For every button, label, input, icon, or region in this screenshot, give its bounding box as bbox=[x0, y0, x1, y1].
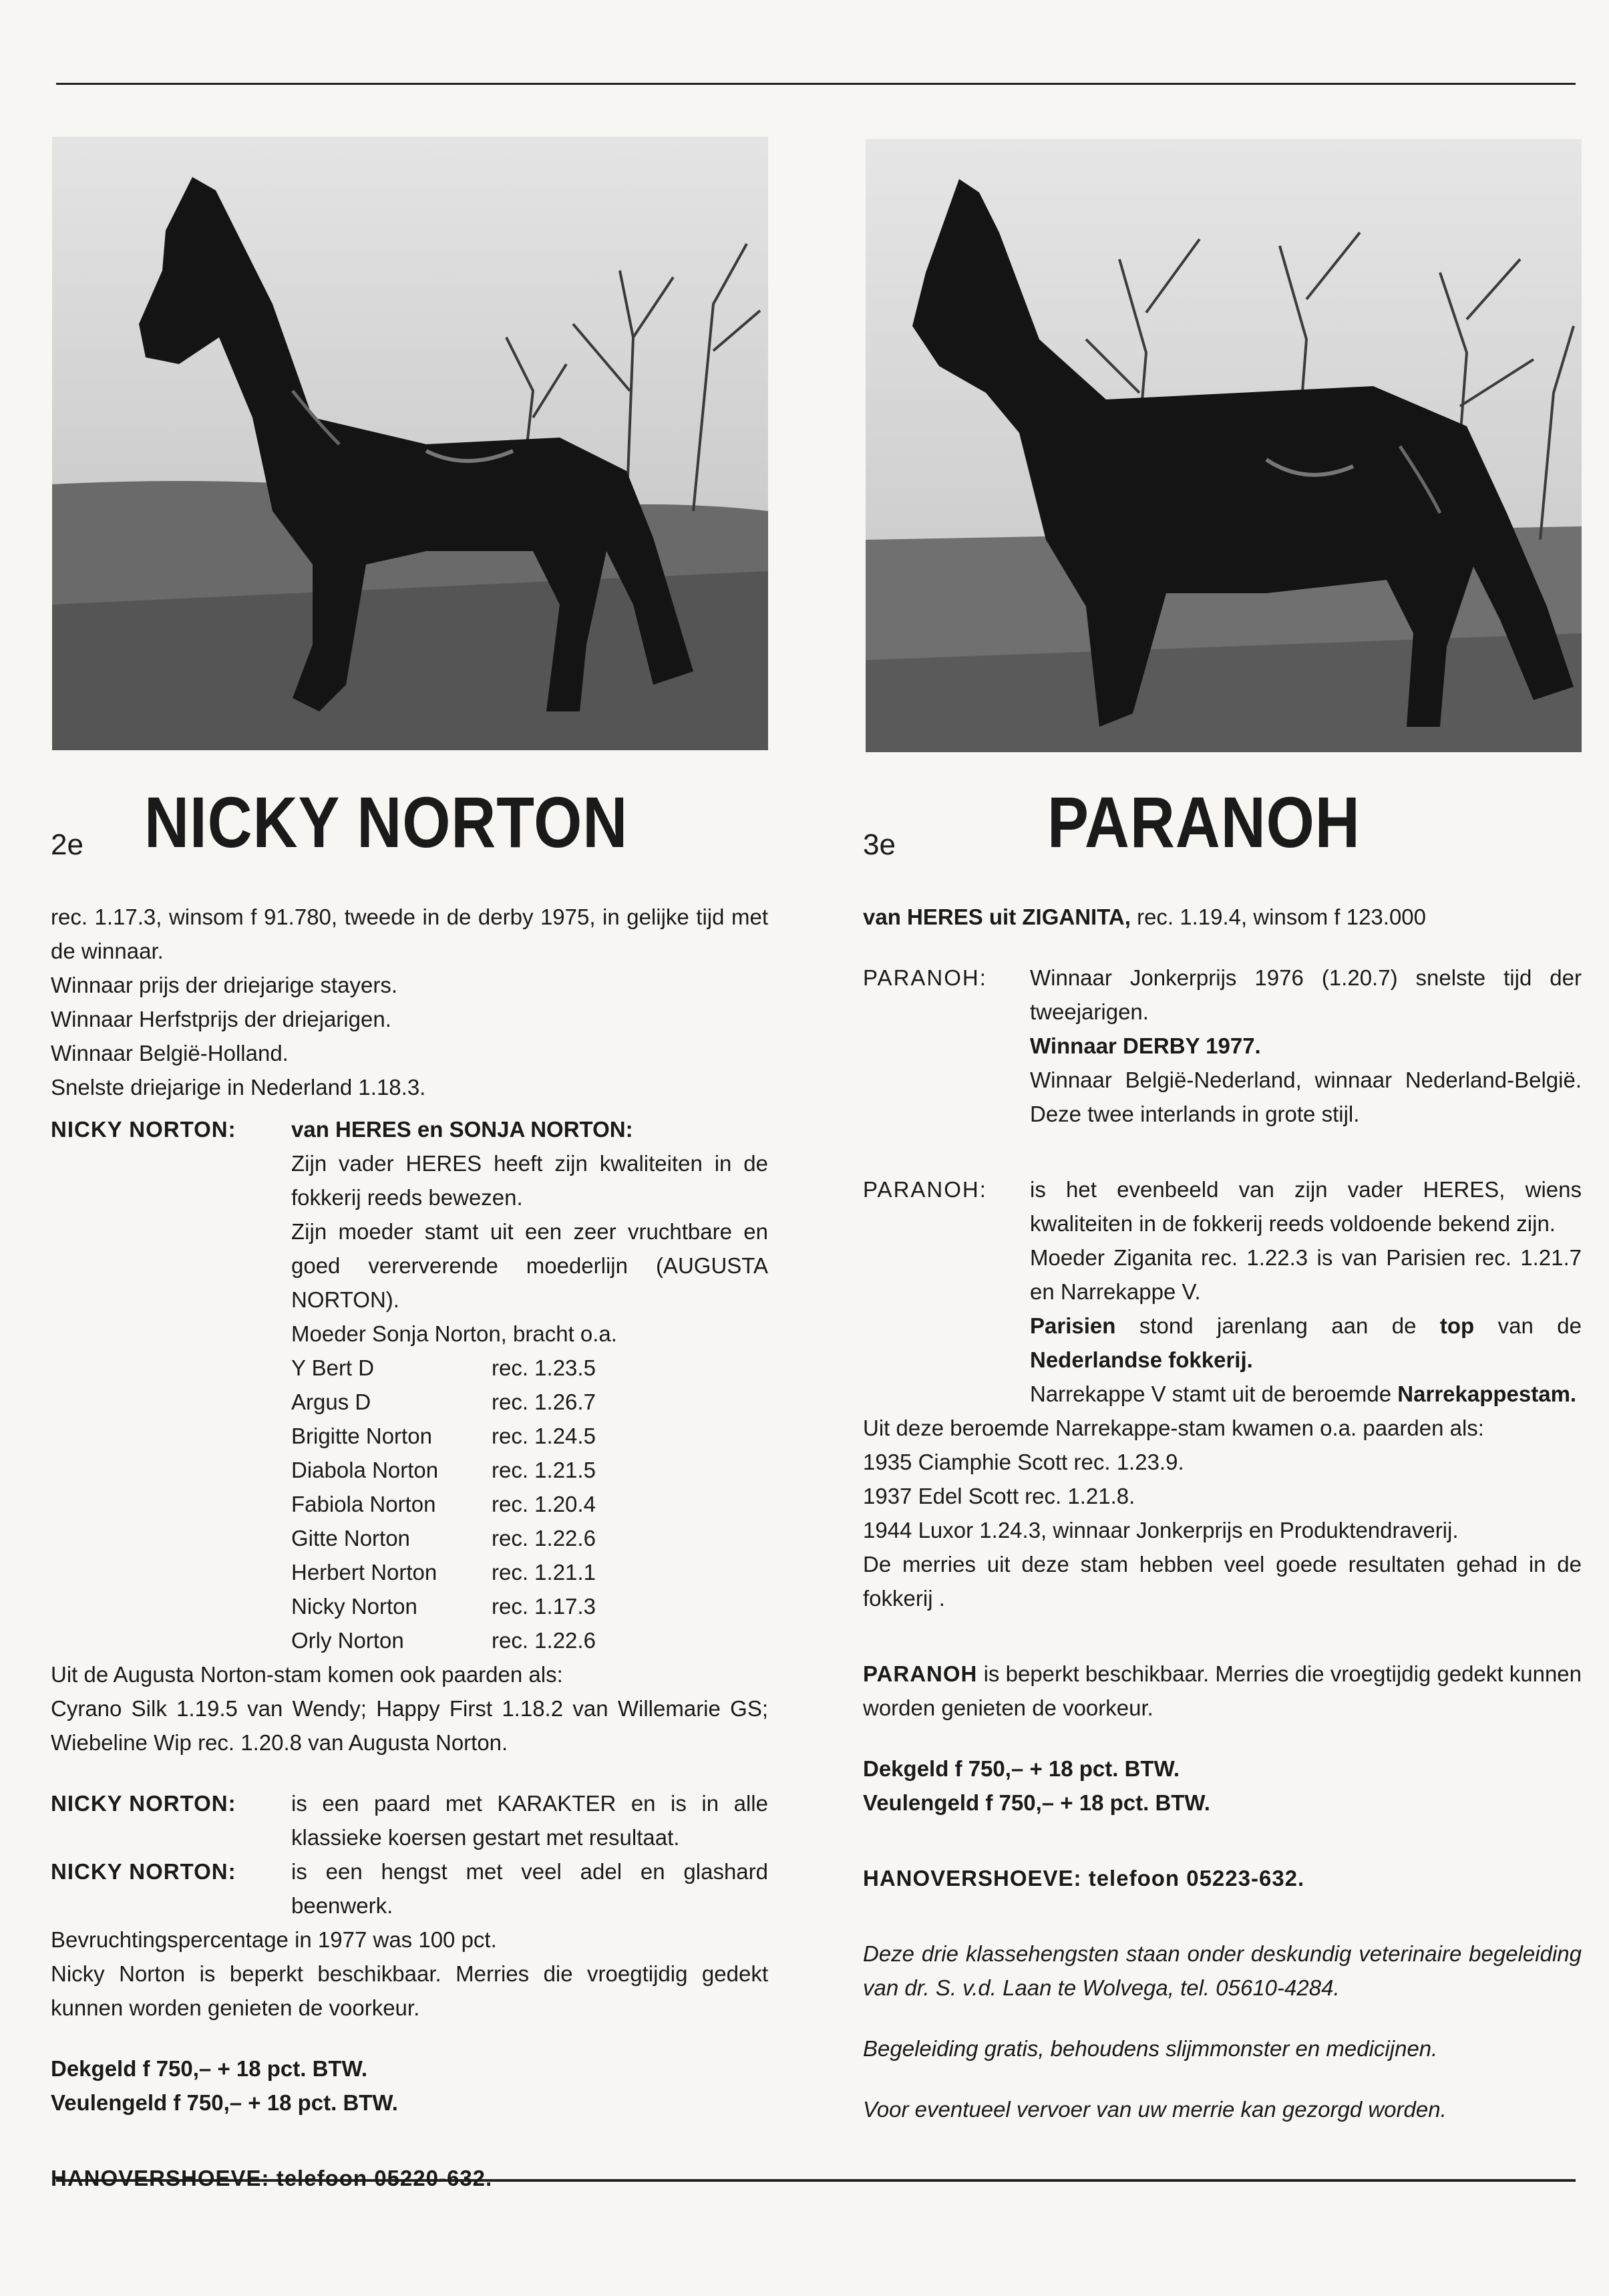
left-win-2: Winnaar Herfstprijs der driejarigen. bbox=[51, 1007, 391, 1031]
left-trait1-label: NICKY NORTON: bbox=[51, 1791, 236, 1816]
right-column bbox=[863, 900, 1582, 2126]
parisien-text-b: van de bbox=[1474, 1313, 1582, 1338]
right-veulengeld: Veulengeld f 750,– + 18 pct. BTW. bbox=[863, 1790, 1210, 1815]
right-stam-intro: Uit deze beroemde Narrekappe-stam kwamen o.a. paarden als: bbox=[863, 1416, 1484, 1440]
left-trait2-label: NICKY NORTON: bbox=[51, 1859, 236, 1884]
offspring-row bbox=[291, 1589, 596, 1623]
parisien-text-a: stond jarenlang aan de bbox=[1115, 1313, 1440, 1338]
right-p2-parisien bbox=[863, 1309, 1582, 1377]
offspring-row bbox=[291, 1419, 596, 1453]
offspring-record: rec. 1.22.6 bbox=[492, 1526, 596, 1550]
right-free: Begeleiding gratis, behoudens slijmmonster en medicijnen. bbox=[863, 2036, 1438, 2061]
offspring-name: Brigitte Norton bbox=[291, 1424, 432, 1448]
narre-text: Narrekappe V stamt uit de beroemde bbox=[1030, 1381, 1398, 1406]
right-intro-bold: van HERES uit ZIGANITA, bbox=[863, 905, 1131, 929]
offspring-name: Fabiola Norton bbox=[291, 1492, 436, 1516]
right-horse-name: PARANOH bbox=[1047, 782, 1361, 862]
offspring-row bbox=[291, 1487, 596, 1521]
offspring-record: rec. 1.21.5 bbox=[492, 1458, 596, 1482]
right-stam-horse-1: 1935 Ciamphie Scott rec. 1.23.9. bbox=[863, 1450, 1184, 1474]
right-stam-horse-2: 1937 Edel Scott rec. 1.21.8. bbox=[863, 1484, 1135, 1508]
offspring-row bbox=[291, 1453, 596, 1487]
right-p2-mother: Moeder Ziganita rec. 1.22.3 is van Parisien rec. 1.21.7 en Narrekappe V. bbox=[1030, 1245, 1582, 1304]
offspring-name: Y Bert D bbox=[291, 1355, 375, 1380]
left-availability: Nicky Norton is beperkt beschikbaar. Merries die vroegtijdig gedekt kunnen worden genieten de voorkeur. bbox=[51, 1961, 768, 2020]
left-win-1: Winnaar prijs der driejarige stayers. bbox=[51, 973, 398, 997]
parisien-top-bold: top bbox=[1439, 1313, 1475, 1338]
offspring-name: Diabola Norton bbox=[291, 1458, 439, 1482]
horse-photo-paranoh bbox=[866, 139, 1582, 752]
left-column bbox=[51, 900, 768, 2195]
horse-photo-nicky-norton bbox=[52, 137, 768, 750]
right-vet: Deze drie klassehengsten staan onder deskundig veterinaire begeleiding van dr. S. v.d. Laan te Wolvega, tel. 05610-4284. bbox=[863, 1941, 1582, 2000]
left-veulengeld: Veulengeld f 750,– + 18 pct. BTW. bbox=[51, 2090, 398, 2115]
left-place: 2e bbox=[51, 828, 83, 861]
offspring-record: rec. 1.26.7 bbox=[492, 1389, 596, 1414]
right-place: 3e bbox=[863, 828, 896, 861]
left-pedigree-label: NICKY NORTON: bbox=[51, 1117, 236, 1142]
right-p1-line2: Winnaar België-Nederland, winnaar Nederland-België. Deze twee interlands in grote stijl. bbox=[1030, 1068, 1582, 1126]
offspring-record: rec. 1.20.4 bbox=[492, 1492, 596, 1516]
right-p2-text: is het evenbeeld van zijn vader HERES, wiens kwaliteiten in de fokkerij reeds voldoende bekend zijn. bbox=[1030, 1177, 1582, 1236]
left-intro: rec. 1.17.3, winsom f 91.780, tweede in de derby 1975, in gelijke tijd met de winnaar. bbox=[51, 905, 768, 963]
right-avail-rest: is beperkt beschikbaar. Merries die vroegtijdig gedekt kunnen worden genieten de voorkeur. bbox=[863, 1661, 1582, 1720]
right-label-1: PARANOH: bbox=[863, 965, 987, 990]
offspring-name: Orly Norton bbox=[291, 1628, 404, 1653]
offspring-name: Argus D bbox=[291, 1389, 371, 1414]
offspring-record: rec. 1.23.5 bbox=[492, 1355, 596, 1380]
offspring-row bbox=[291, 1385, 596, 1419]
right-intro-rest: rec. 1.19.4, winsom f 123.000 bbox=[1130, 905, 1427, 929]
right-p1-bold: Winnaar DERBY 1977. bbox=[1030, 1033, 1261, 1058]
left-trait1-text: is een paard met KARAKTER en is in alle klassieke koersen gestart met resultaat. bbox=[291, 1791, 768, 1850]
offspring-row bbox=[291, 1351, 596, 1385]
left-pedigree-head: van HERES en SONJA NORTON: bbox=[291, 1117, 633, 1142]
left-augusta-line: Uit de Augusta Norton-stam komen ook paarden als: bbox=[51, 1662, 563, 1687]
offspring-record: rec. 1.17.3 bbox=[492, 1594, 596, 1619]
left-dekgeld: Dekgeld f 750,– + 18 pct. BTW. bbox=[51, 2056, 368, 2081]
right-dekgeld: Dekgeld f 750,– + 18 pct. BTW. bbox=[863, 1756, 1180, 1781]
right-stam-horse-3: 1944 Luxor 1.24.3, winnaar Jonkerprijs en Produktendraverij. bbox=[863, 1518, 1459, 1542]
offspring-record: rec. 1.21.1 bbox=[492, 1560, 596, 1585]
offspring-name: Herbert Norton bbox=[291, 1560, 437, 1585]
left-fertility: Bevruchtingspercentage in 1977 was 100 pct. bbox=[51, 1927, 497, 1952]
parisien-bold: Parisien bbox=[1030, 1313, 1116, 1338]
top-rule bbox=[56, 83, 1576, 85]
left-mother-text: Zijn moeder stamt uit een zeer vruchtbare en goed vererverende moederlijn (AUGUSTA NORTON). bbox=[291, 1219, 768, 1312]
left-horse-name: NICKY NORTON bbox=[144, 782, 629, 862]
offspring-row bbox=[291, 1623, 596, 1657]
right-label-2: PARANOH: bbox=[863, 1177, 987, 1202]
offspring-row bbox=[291, 1555, 596, 1589]
narre-bold: Narrekappestam. bbox=[1397, 1381, 1577, 1406]
offspring-name: Nicky Norton bbox=[291, 1594, 417, 1619]
right-stam-results: De merries uit deze stam hebben veel goede resultaten gehad in de fokkerij . bbox=[863, 1552, 1582, 1611]
offspring-row bbox=[291, 1521, 596, 1555]
left-win-3: Winnaar België-Holland. bbox=[51, 1041, 289, 1065]
right-avail-bold: PARANOH bbox=[863, 1661, 978, 1686]
offspring-table bbox=[291, 1351, 596, 1657]
right-contact: HANOVERSHOEVE: telefoon 05223-632. bbox=[863, 1866, 1305, 1891]
right-p2-narre bbox=[863, 1377, 1582, 1411]
left-contact: HANOVERSHOEVE: telefoon 05220-632. bbox=[51, 2166, 493, 2190]
offspring-name: Gitte Norton bbox=[291, 1526, 410, 1550]
left-win-4: Snelste driejarige in Nederland 1.18.3. bbox=[51, 1075, 426, 1100]
left-trait2-text: is een hengst met veel adel en glashard beenwerk. bbox=[291, 1859, 768, 1918]
left-augusta-horses: Cyrano Silk 1.19.5 van Wendy; Happy First 1.18.2 van Willemarie GS; Wiebeline Wip rec. 1.20.8 van Augusta Norton. bbox=[51, 1696, 768, 1755]
offspring-record: rec. 1.24.5 bbox=[492, 1424, 596, 1448]
parisien-fokkerij-bold: Nederlandse fokkerij. bbox=[1030, 1347, 1253, 1372]
left-father-text: Zijn vader HERES heeft zijn kwaliteiten in de fokkerij reeds bewezen. bbox=[291, 1151, 768, 1210]
right-p1-line1: Winnaar Jonkerprijs 1976 (1.20.7) snelste tijd der tweejarigen. bbox=[1030, 965, 1582, 1024]
offspring-record: rec. 1.22.6 bbox=[492, 1628, 596, 1653]
right-transport: Voor eventueel vervoer van uw merrie kan gezorgd worden. bbox=[863, 2097, 1447, 2122]
left-mother-brought: Moeder Sonja Norton, bracht o.a. bbox=[291, 1321, 617, 1346]
